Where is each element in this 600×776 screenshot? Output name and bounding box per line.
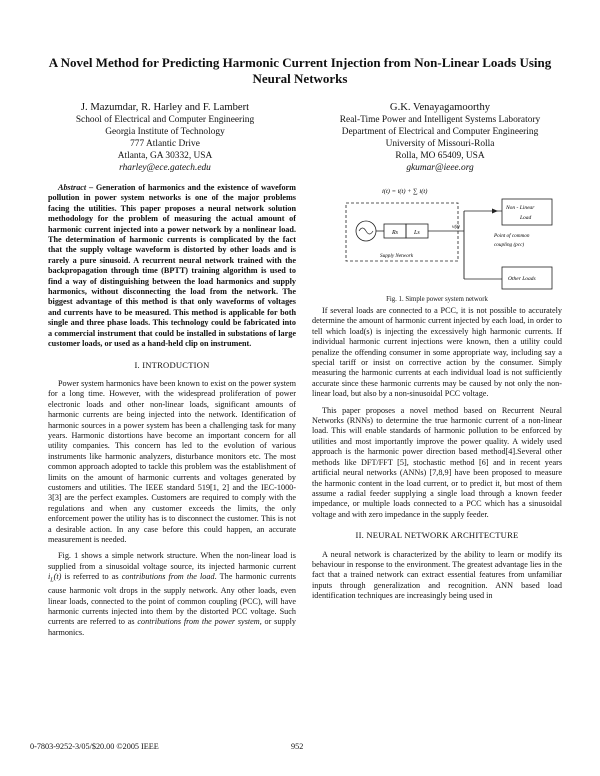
affiliation-line: Atlanta, GA 30332, USA (117, 151, 213, 161)
sine-wave-icon (359, 228, 373, 234)
abstract (48, 183, 296, 350)
current-arrow-icon (492, 209, 498, 214)
page-number: 952 (291, 742, 304, 751)
left-column (48, 183, 296, 638)
figure-caption: Fig. 1. Simple power system network (386, 296, 488, 303)
affiliation-line: 777 Atlantic Drive (130, 139, 200, 149)
affiliation-line: School of Electrical and Computer Engineering (75, 115, 255, 125)
network-diagram (344, 183, 554, 293)
abstract-label: Abstract (58, 183, 87, 192)
italic-term: contributions from the load (121, 572, 215, 582)
author-block-right (305, 101, 575, 174)
nonlinear-load-box (502, 199, 552, 225)
text-run: . The harmonic currents cause harmonic volt drops in the supply network. Any other loads, even linear loads, connected to the point of common coupling (PCC), will have harmonic currents injected into them by the distorted PCC voltage. Such currents are referred to as (48, 572, 296, 627)
ls-label: Ls (414, 230, 420, 236)
pcc-label: Point of common (494, 233, 530, 239)
text-run: Fig. 1 shows a simple network structure. When the non-linear load is supplied from a sinusoidal voltage source, its injected harmonic current (48, 551, 296, 571)
right-paragraph-2: This paper proposes a novel method based on Recurrent Neural Networks (RNNs) to determine the true harmonic current of a non-linear load. This will enable standards of harmonic pollution to be enforced by utilities and most importantly improve the power quality. A widely used approach is the harmonic power direction based method[4].Several other methods like DFT/FFT [5], stochastic method [6] and in recent years artificial neural networks (ANNs) [7,8,9] have been proposed to measure the harmonic content in the load current, or to predict it, but most of them assume a radial feeder supplying a single load through a known feeder impedance, or multiple loads connected to a PCC which has a sinusoidal voltage and with zero impedance in the supply feeder. (312, 405, 562, 519)
pcc-label-2: coupling (pcc) (494, 242, 525, 248)
footer-copyright: 0-7803-9252-3/05/$20.00 ©2005 IEEE (30, 742, 159, 751)
section-heading-nn-architecture: II. NEURAL NETWORK ARCHITECTURE (355, 530, 519, 541)
symbol-subscript: L (50, 577, 54, 584)
author-block-left (40, 101, 290, 174)
author-names-right: G.K. Venayagamoorthy (389, 102, 491, 113)
affiliation-line: Department of Electrical and Computer Engineering (341, 127, 539, 137)
text-run: , or supply harmonics. (48, 617, 296, 637)
affiliation-line: University of Missouri-Rolla (385, 139, 495, 149)
author-email-right: gkumar@ieee.org (406, 163, 474, 173)
abstract-text: – Generation of harmonics and the existence of waveform pollution in power system networks is one of the major problems facing the utilities. This paper proposes a neural network solution methodology for the problem of measuring the actual amount of harmonic current injected into a power network by a nonlinear load. The determination of harmonic currents is complicated by the fact that the supply voltage waveform is distorted by other loads and is rarely a pure sinusoid. A recurrent neural network trained with the backpropagation through time (BPTT) training algorithm is used to find a way of distinguishing between the load harmonics and supply harmonics, without disconnecting the load from the network. The biggest advantage of this method is that only waveforms of voltages and currents have to be measured. This method is applicable for both single and three phase loads. This technology could be fabricated into a commercial instrument that could be installed in substations of large customer loads, or used as a hand-held clip on instrument. (48, 183, 296, 349)
author-names-left: J. Mazumdar, R. Harley and F. Lambert (80, 102, 250, 113)
right-paragraph-3: A neural network is characterized by the ability to learn or modify its behaviour in response to the environment. The greatest advantage lies in the fact that a trained network can extract essential features from unfamiliar inputs through generalization and recognition. ANN based load identification techniques are increasingly being used in (312, 549, 562, 601)
current-symbol (48, 572, 62, 584)
symbol-arg: (t) (53, 572, 62, 582)
rs-label: Rs (392, 230, 398, 236)
author-email-left: rharley@ece.gatech.edu (119, 163, 211, 173)
affiliation-line: Real-Time Power and Intelligent Systems Laboratory (339, 115, 541, 125)
intro-paragraph-1: Power system harmonics have been known to exist on the power system for a long time. However, with the widespread proliferation of power electronic loads and other non-linear loads, significant amounts of harmonic currents are being injected into the network. Identification of harmonic sources in a power system has been a challenging task for many years. Harmonic distortions have become an important concern for all utility companies. This concern has led to the evolution of various instruments like harmonic analyzers, disturbance monitors etc. The most common approach adopted to tackle this problem was the establishment of limits on the amount of harmonic currents and voltages generated by customers and utilities. The IEEE standard 519[1, 2] and the IEC-1000-3[3] are the perfect examples. Customers are required to comply with the regulations and when any customer exceeds the limits, the only enforcement power the utility has is to disconnect the customer. This is not a desirable action. In any case before this could happen, an accurate measurement is needed. (48, 378, 296, 544)
affiliation-line: Georgia Institute of Technology (105, 127, 225, 137)
italic-term: contributions from the power system (137, 617, 260, 627)
right-paragraph-1: If several loads are connected to a PCC, it is not possible to accurately determine the amount of harmonic current injected by each load, in order to tell which load(s) is injecting the excessively high harmonic currents. If individual harmonic current injections were known, then a utility could penalize the offending consumer in some appropriate way, including say a special tariff or insist on corrective action by the consumer. Simply measuring the harmonic currents at each individual load is not sufficiently accurate since these harmonic currents may be caused by not only the non-linear load, but also by a non-sinusoidal PCC voltage. (312, 306, 562, 399)
right-column (312, 306, 562, 602)
symbol-text: i (48, 572, 51, 582)
figure-1 (344, 183, 554, 293)
supply-network-label: Supply Network (380, 253, 413, 259)
nonlinear-load-label: Non - Linear (506, 205, 535, 211)
affiliation-line: Rolla, MO 65409, USA (395, 151, 485, 161)
equation-label: i(t) = i(t) + ∑ i(t) (382, 188, 428, 195)
other-loads-label: Other Loads (508, 276, 536, 282)
nonlinear-load-label-2: Load (520, 215, 532, 221)
paper-title: A Novel Method for Predicting Harmonic Current Injection from Non-Linear Loads Using Neural Networks (48, 55, 552, 86)
section-heading-introduction: I. INTRODUCTION (134, 359, 210, 370)
vt-label: v(t) (452, 224, 460, 230)
text-run: is referred to as (61, 572, 122, 582)
intro-paragraph-2 (48, 551, 296, 638)
